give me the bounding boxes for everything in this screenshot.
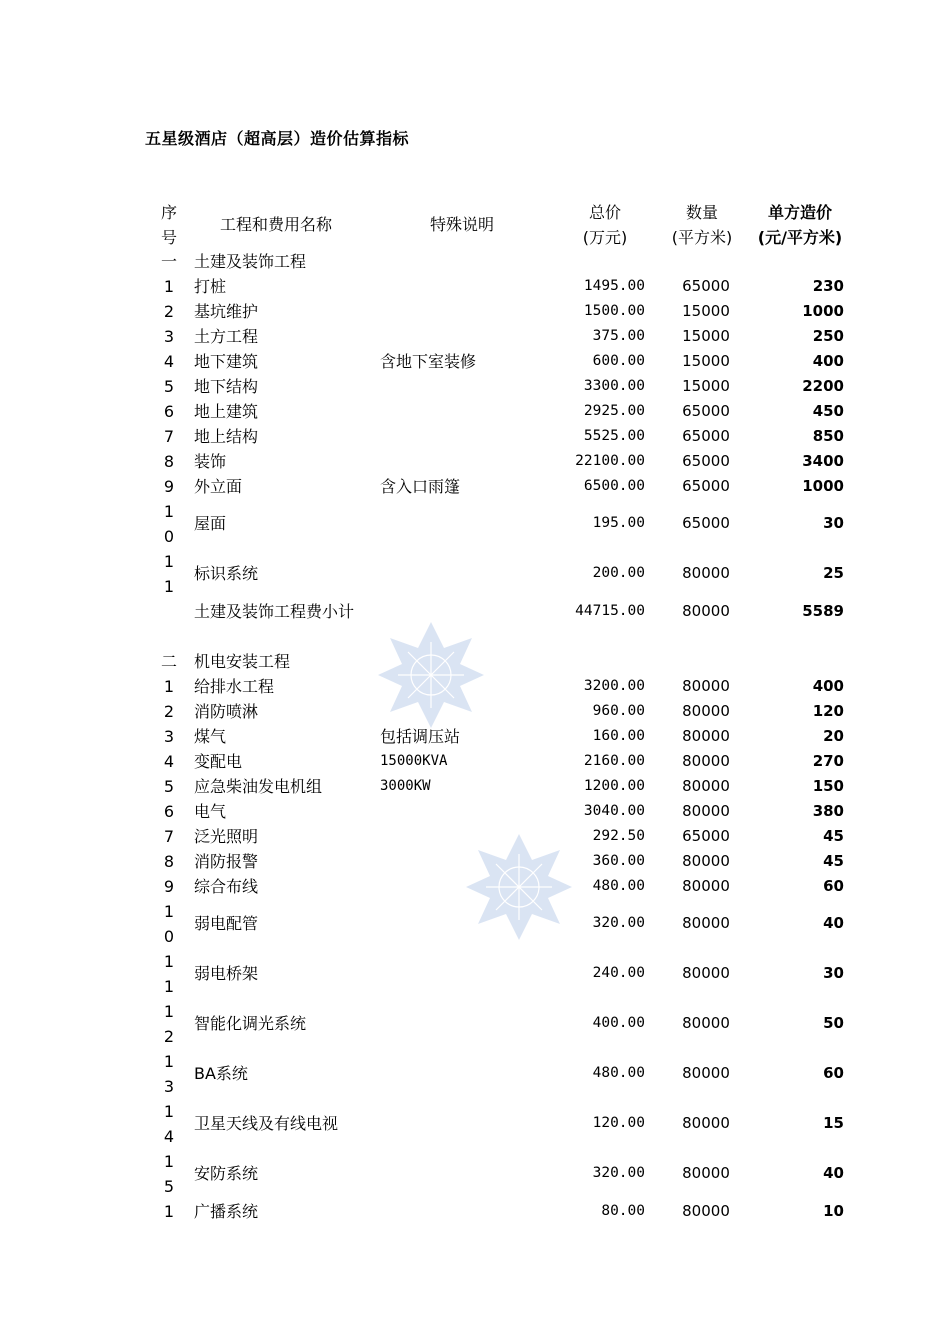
row-seq-top: 1 [163,552,175,571]
row-seq: 9 [163,877,175,896]
section-name: 土建及装饰工程 [194,252,307,271]
row-total: 5525.00 [583,428,645,444]
row-unit-price: 15 [823,1114,844,1132]
row-name: 弱电桥架 [194,964,259,983]
row-seq: 1 [163,677,175,696]
row-unit-price: 50 [823,1014,844,1032]
row-seq: 6 [163,402,175,421]
row-name: BA系统 [194,1064,248,1083]
row-name: 地下结构 [194,377,259,396]
row-unit-price: 45 [823,852,844,870]
row-total: 80.00 [601,1203,645,1219]
row-name: 屋面 [194,514,227,533]
row-total: 3040.00 [583,803,645,819]
row-total: 6500.00 [583,478,645,494]
row-total: 195.00 [592,515,645,531]
row-total: 400.00 [592,1015,645,1031]
row-seq-top: 1 [163,1052,175,1071]
row-total: 3200.00 [583,678,645,694]
row-total: 320.00 [592,915,645,931]
row-unit-price: 40 [823,914,844,932]
row-qty: 15000 [682,302,730,320]
row-name: 打桩 [194,277,227,296]
subtotal-qty: 80000 [682,602,730,620]
row-total: 240.00 [592,965,645,981]
header-note: 特殊说明 [430,215,495,234]
row-seq-top: 1 [163,1102,175,1121]
section-seq: 一 [160,252,177,271]
row-seq [155,899,183,949]
row-qty: 80000 [682,964,730,982]
watermark-flower-icon [378,622,484,728]
row-qty: 80000 [682,1114,730,1132]
row-name: 消防喷淋 [194,702,259,721]
row-unit-price: 30 [823,514,844,532]
row-qty: 80000 [682,877,730,895]
row-unit-price: 380 [812,802,844,820]
row-name: 安防系统 [194,1164,259,1183]
row-total: 120.00 [592,1115,645,1131]
section-seq: 二 [160,652,177,671]
row-unit-price: 25 [823,564,844,582]
row-note: 含地下室装修 [380,352,477,371]
row-qty: 65000 [682,452,730,470]
row-unit-price: 230 [812,277,844,295]
row-unit-price: 1000 [802,302,844,320]
row-qty: 65000 [682,514,730,532]
row-seq [155,549,183,599]
row-seq-top: 1 [163,1152,175,1171]
row-total: 292.50 [592,828,645,844]
row-seq [155,999,183,1049]
row-qty: 80000 [682,564,730,582]
row-seq-bottom: 1 [163,577,175,596]
row-qty: 80000 [682,802,730,820]
row-total: 1200.00 [583,778,645,794]
row-qty: 80000 [682,1202,730,1220]
row-total: 375.00 [592,328,645,344]
row-seq: 8 [163,852,175,871]
row-note: 15000KVA [380,753,448,769]
row-seq: 7 [163,827,175,846]
row-total: 200.00 [592,565,645,581]
row-qty: 80000 [682,1164,730,1182]
row-total: 160.00 [592,728,645,744]
row-seq: 4 [163,752,175,771]
row-seq [155,949,183,999]
row-name: 标识系统 [194,564,259,583]
row-name: 变配电 [194,752,243,771]
row-total: 1500.00 [583,303,645,319]
row-total: 480.00 [592,1065,645,1081]
row-name: 综合布线 [194,877,259,896]
row-seq-top: 1 [163,502,175,521]
row-qty: 65000 [682,402,730,420]
row-seq-bottom: 3 [163,1077,175,1096]
row-qty: 65000 [682,827,730,845]
row-seq-bottom: 2 [163,1027,175,1046]
row-seq-bottom: 5 [163,1177,175,1196]
row-name: 装饰 [194,452,227,471]
row-name: 给排水工程 [194,677,275,696]
row-name: 消防报警 [194,852,259,871]
row-seq-bottom: 0 [163,527,175,546]
subtotal-unit-price: 5589 [802,602,844,620]
subtotal-total: 44715.00 [575,603,645,619]
row-seq: 3 [163,327,175,346]
row-seq: 1 [163,1202,175,1221]
row-unit-price: 3400 [802,452,844,470]
row-unit-price: 2200 [802,377,844,395]
row-seq: 1 [163,277,175,296]
row-seq-bottom: 4 [163,1127,175,1146]
subtotal-name: 土建及装饰工程费小计 [194,602,355,621]
row-qty: 80000 [682,1014,730,1032]
row-unit-price: 400 [812,677,844,695]
row-unit-price: 10 [823,1202,844,1220]
section-name: 机电安装工程 [194,652,291,671]
row-name: 广播系统 [194,1202,259,1221]
row-unit-price: 1000 [802,477,844,495]
row-qty: 80000 [682,914,730,932]
row-seq [155,1149,183,1199]
row-name: 基坑维护 [194,302,259,321]
row-qty: 15000 [682,377,730,395]
row-seq [155,1099,183,1149]
row-total: 600.00 [592,353,645,369]
row-note: 3000KW [380,778,431,794]
row-name: 应急柴油发电机组 [194,777,323,796]
row-seq: 4 [163,352,175,371]
row-name: 电气 [194,802,227,821]
row-total: 3300.00 [583,378,645,394]
row-seq-top: 1 [163,1002,175,1021]
page-title: 五星级酒店（超高层）造价估算指标 [145,129,410,148]
row-unit-price: 20 [823,727,844,745]
row-name: 卫星天线及有线电视 [194,1114,339,1133]
row-unit-price: 400 [812,352,844,370]
row-seq: 3 [163,727,175,746]
header-seq: 序 号 [160,203,177,247]
row-qty: 65000 [682,277,730,295]
row-name: 地上建筑 [194,402,259,421]
header-qty: 数量 (平方米) [671,203,733,247]
row-qty: 80000 [682,852,730,870]
row-qty: 15000 [682,352,730,370]
row-total: 1495.00 [583,278,645,294]
row-qty: 65000 [682,477,730,495]
row-qty: 80000 [682,677,730,695]
row-seq-top: 1 [163,902,175,921]
row-seq [155,499,183,549]
row-seq-bottom: 0 [163,927,175,946]
row-qty: 80000 [682,727,730,745]
row-total: 360.00 [592,853,645,869]
row-unit-price: 40 [823,1164,844,1182]
row-qty: 80000 [682,752,730,770]
row-total: 22100.00 [575,453,645,469]
row-name: 外立面 [194,477,243,496]
row-qty: 80000 [682,1064,730,1082]
row-unit-price: 250 [812,327,844,345]
row-seq: 2 [163,702,175,721]
row-seq: 8 [163,452,175,471]
row-unit-price: 120 [812,702,844,720]
row-unit-price: 450 [812,402,844,420]
row-unit-price: 60 [823,877,844,895]
row-seq: 5 [163,777,175,796]
header-name: 工程和费用名称 [220,215,333,234]
row-name: 智能化调光系统 [194,1014,307,1033]
row-total: 2925.00 [583,403,645,419]
row-unit-price: 30 [823,964,844,982]
row-seq: 7 [163,427,175,446]
row-seq: 9 [163,477,175,496]
row-unit-price: 270 [812,752,844,770]
row-qty: 65000 [682,427,730,445]
row-total: 960.00 [592,703,645,719]
row-seq [155,1049,183,1099]
row-seq: 2 [163,302,175,321]
row-total: 320.00 [592,1165,645,1181]
row-note: 含入口雨篷 [380,477,461,496]
row-name: 地上结构 [194,427,259,446]
row-seq: 6 [163,802,175,821]
row-seq: 5 [163,377,175,396]
row-qty: 80000 [682,702,730,720]
row-name: 煤气 [194,727,227,746]
row-name: 泛光照明 [194,827,259,846]
row-seq-top: 1 [163,952,175,971]
row-unit-price: 60 [823,1064,844,1082]
row-name: 弱电配管 [194,914,259,933]
row-unit-price: 150 [812,777,844,795]
row-total: 2160.00 [583,753,645,769]
header-total: 总价 (万元) [582,203,628,247]
row-unit-price: 45 [823,827,844,845]
row-seq-bottom: 1 [163,977,175,996]
header-unit-price: 单方造价 (元/平方米) [757,203,843,247]
row-name: 土方工程 [194,327,259,346]
row-name: 地下建筑 [194,352,259,371]
row-unit-price: 850 [812,427,844,445]
row-total: 480.00 [592,878,645,894]
row-qty: 15000 [682,327,730,345]
row-note: 包括调压站 [380,727,461,746]
row-qty: 80000 [682,777,730,795]
